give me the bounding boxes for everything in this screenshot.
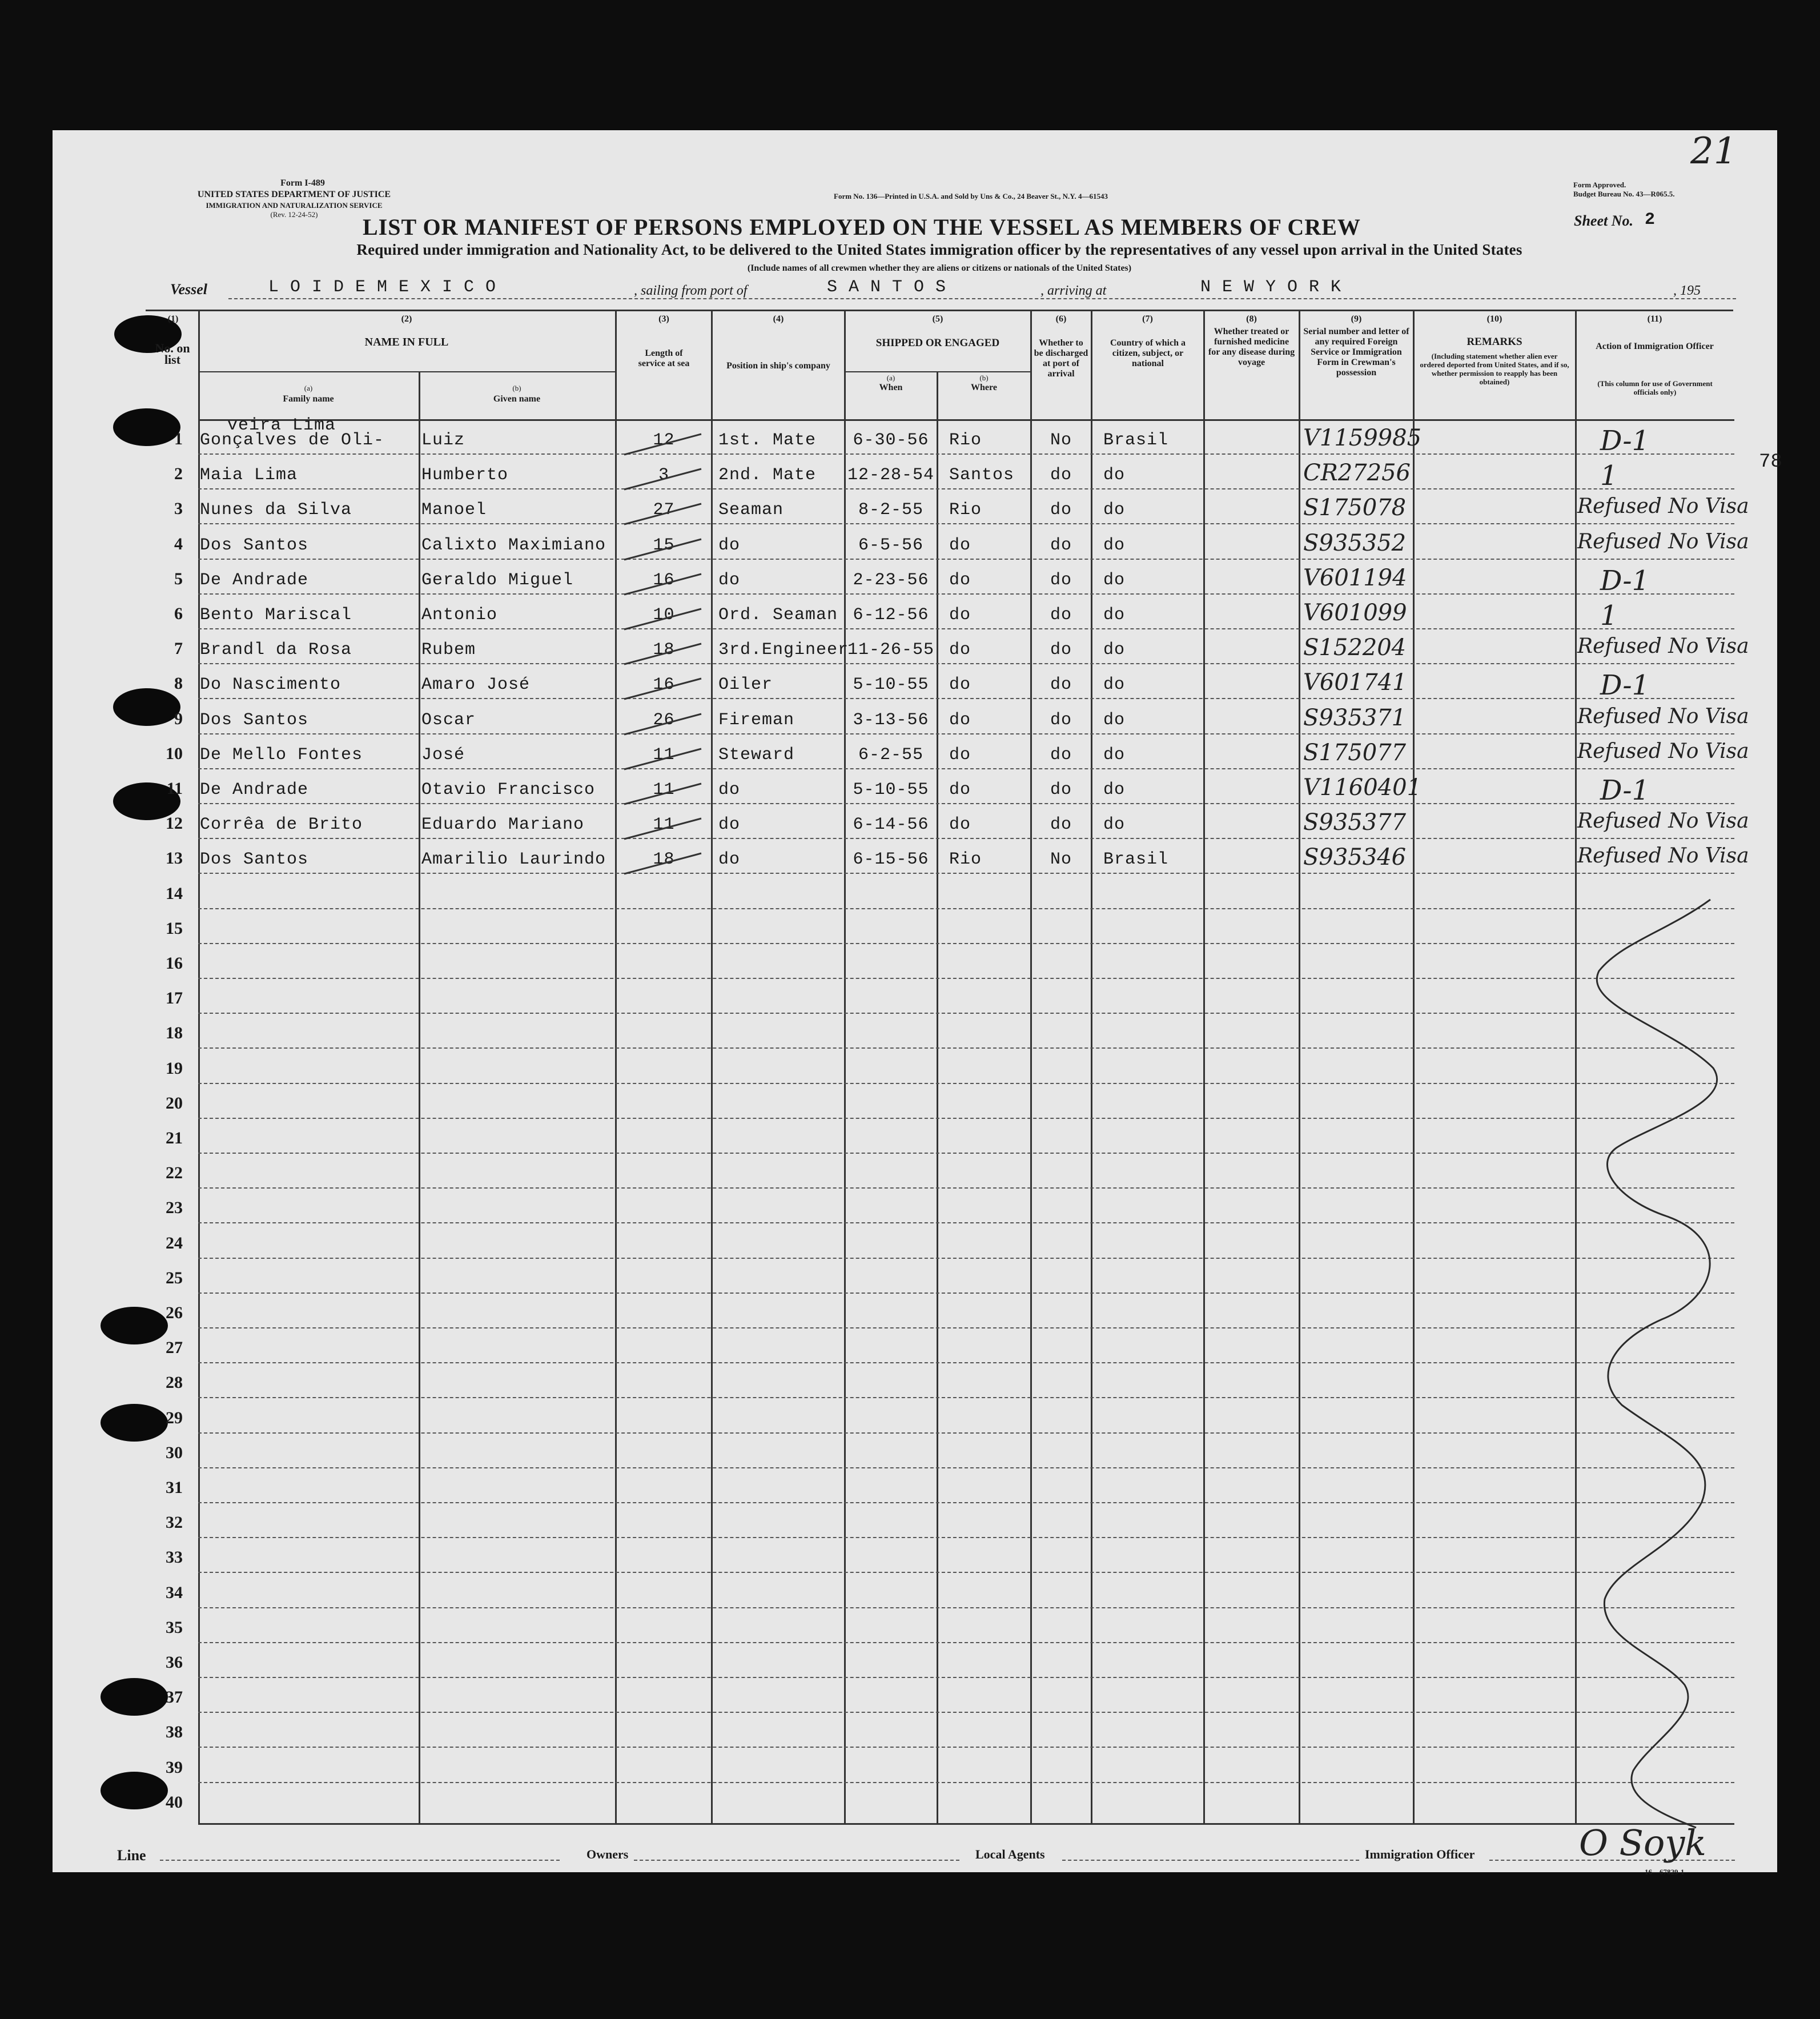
arriving-label: , arriving at [1040, 283, 1107, 298]
row-number: 38 [166, 1723, 183, 1742]
budget-number: Budget Bureau No. 43—R065.5. [1573, 190, 1675, 198]
officer-action: Refused No Visa [1577, 809, 1749, 833]
shipped-where: Rio [949, 431, 982, 450]
row-number: 14 [166, 884, 183, 903]
form-title: LIST OR MANIFEST OF PERSONS EMPLOYED ON THE VESSEL AS MEMBERS OF CREW [363, 214, 1361, 240]
col9-header: Serial number and letter of any required Foreign Service or Immigration Form in Crewman's possession [1303, 327, 1409, 378]
col-divider [937, 371, 938, 1823]
col5b-header: Where [971, 383, 997, 392]
row-rule [198, 1607, 1734, 1608]
ship-position: Steward [718, 745, 795, 765]
agents-rule [1062, 1860, 1359, 1861]
row-rule [198, 1153, 1734, 1154]
citizenship: do [1103, 640, 1126, 660]
discharge-status: do [1050, 500, 1072, 520]
ship-position: Oiler [718, 675, 773, 695]
col2a-header: Family name [283, 394, 334, 404]
citizenship: do [1103, 535, 1126, 555]
row-number: 16 [166, 954, 183, 973]
service-length: 15 [653, 535, 675, 555]
ship-position: Fireman [718, 710, 795, 730]
row-number: 13 [166, 849, 183, 868]
discharge-status: do [1050, 605, 1072, 625]
col-divider [1203, 310, 1205, 1823]
given-name: Antonio [421, 605, 498, 625]
row-number: 34 [166, 1583, 183, 1602]
row-rule [198, 1782, 1734, 1783]
citizenship: do [1103, 605, 1126, 625]
col-divider [1575, 310, 1577, 1823]
discharge-status: do [1050, 570, 1072, 590]
serial-number: S175077 [1303, 739, 1407, 766]
row-rule [198, 1047, 1734, 1049]
citizenship: do [1103, 465, 1126, 485]
shipped-when: 8-2-55 [858, 500, 924, 520]
row-number: 11 [166, 779, 183, 798]
col4-number: (4) [773, 314, 784, 324]
shipped-where: Rio [949, 850, 982, 870]
col5a-number: (a) [886, 374, 895, 382]
discharge-status: No [1050, 431, 1072, 450]
service-length: 27 [653, 500, 675, 520]
vessel-label: Vessel [170, 281, 207, 298]
col11-header: Action of Immigration Officer [1596, 342, 1714, 351]
page-number-handwritten: 21 [1690, 130, 1737, 172]
shipped-where: do [949, 780, 971, 800]
row-number: 27 [166, 1338, 183, 1358]
sheet-label: Sheet No. [1574, 212, 1633, 229]
officer-action: D-1 [1600, 564, 1650, 597]
row-rule [198, 1362, 1734, 1363]
row-rule [198, 1013, 1734, 1014]
row-rule [198, 1258, 1734, 1259]
family-name: Nunes da Silva [200, 500, 352, 520]
family-name: Do Nascimento [200, 675, 341, 695]
service-slash-mark [621, 465, 707, 494]
row-rule [198, 663, 1734, 664]
row-number: 32 [166, 1513, 183, 1532]
col2-number: (2) [401, 314, 412, 324]
col10-header: REMARKS [1467, 336, 1522, 348]
family-name: Corrêa de Brito [200, 815, 363, 835]
ship-position: Seaman [718, 500, 784, 520]
shipped-where: do [949, 605, 971, 625]
line-label: Line [117, 1847, 146, 1864]
row-rule [198, 838, 1734, 839]
row-number: 37 [166, 1688, 183, 1707]
col10-number: (10) [1486, 314, 1502, 324]
shipped-where: do [949, 675, 971, 695]
family-name: Dos Santos [200, 535, 309, 555]
col1-header: No. on list [155, 341, 190, 367]
family-name: Brandl da Rosa [200, 640, 352, 660]
shipped-when: 6-15-56 [853, 850, 929, 870]
citizenship: Brasil [1103, 431, 1169, 450]
ship-position: do [718, 535, 741, 555]
citizenship: do [1103, 745, 1126, 765]
citizenship: do [1103, 500, 1126, 520]
row-rule [198, 523, 1734, 524]
serial-number: S935346 [1303, 844, 1407, 871]
owners-rule [634, 1860, 959, 1861]
shipped-when: 6-5-56 [858, 535, 924, 555]
col-divider [711, 310, 713, 1823]
row-rule [198, 628, 1734, 629]
col11-number: (11) [1647, 314, 1662, 324]
row-rule [198, 1432, 1734, 1434]
row-number: 40 [166, 1792, 183, 1812]
row-number: 30 [166, 1443, 183, 1462]
family-name: De Andrade [200, 780, 309, 800]
shipped-where: do [949, 815, 971, 835]
revision-date: (Rev. 12-24-52) [270, 210, 318, 219]
col4-header: Position in ship's company [726, 361, 830, 371]
row-number: 12 [166, 814, 183, 833]
row-number: 39 [166, 1757, 183, 1777]
col3-header: Length of service at sea [638, 348, 690, 368]
sailing-label: , sailing from port of [634, 283, 748, 298]
service-length: 11 [653, 815, 675, 835]
serial-number: V601741 [1303, 669, 1407, 696]
shipped-when: 6-30-56 [853, 431, 929, 450]
line-rule [160, 1860, 560, 1861]
service-length: 16 [653, 570, 675, 590]
discharge-status: do [1050, 815, 1072, 835]
col5-header: SHIPPED OR ENGAGED [875, 337, 1000, 349]
officer-action: Refused No Visa [1577, 635, 1749, 659]
col10-note: (Including statement whether alien ever ordered deported from United States, and if so, whether permission to reapply has been obtained) [1420, 352, 1569, 386]
given-name: Rubem [421, 640, 476, 660]
service-length: 18 [653, 850, 675, 870]
family-name: De Andrade [200, 570, 309, 590]
year-label: , 195 [1673, 283, 1701, 298]
given-name: Amaro José [421, 675, 531, 695]
row-rule [198, 488, 1734, 489]
family-name-continuation: veira Lima [227, 416, 336, 435]
given-name: Calixto Maximiano [421, 535, 606, 555]
shipped-where: do [949, 710, 971, 730]
header-bottom-border [198, 419, 1734, 421]
row-number: 29 [166, 1408, 183, 1427]
shipped-when: 11-26-55 [847, 640, 935, 660]
row-number: 19 [166, 1058, 183, 1078]
form-code: 16—67829-1 [1645, 1868, 1685, 1876]
service-length: 16 [653, 675, 675, 695]
row-rule [198, 1467, 1734, 1468]
given-name: Luiz [421, 431, 465, 450]
given-name: Geraldo Miguel [421, 570, 574, 590]
service-length: 18 [653, 640, 675, 660]
vessel-name: L O I D E M E X I C O [268, 278, 497, 297]
discharge-status: do [1050, 465, 1072, 485]
col-divider [1299, 310, 1300, 1823]
officer-action: Refused No Visa [1577, 704, 1749, 728]
action-column-scribble [1582, 897, 1730, 1833]
serial-number: S935352 [1303, 529, 1407, 556]
row-rule [198, 768, 1734, 769]
col6-number: (6) [1055, 314, 1067, 324]
shipped-where: Rio [949, 500, 982, 520]
shipped-where: do [949, 745, 971, 765]
serial-number: CR27256 [1303, 460, 1411, 487]
discharge-status: do [1050, 780, 1072, 800]
row-rule [198, 943, 1734, 944]
service-slash-mark [621, 780, 707, 809]
service-slash-mark [621, 536, 707, 564]
family-name: Gonçalves de Oli- [200, 431, 385, 450]
sheet-number: 2 [1645, 210, 1656, 230]
service-slash-mark [621, 675, 707, 704]
serial-number: S935371 [1303, 704, 1407, 731]
discharge-status: do [1050, 640, 1072, 660]
row-rule [198, 1293, 1734, 1294]
form-subtitle: Required under immigration and Nationality Act, to be delivered to the United States immigration officer by the representatives of any vessel upon arrival in the United States [356, 241, 1522, 258]
shipped-when: 12-28-54 [847, 465, 935, 485]
officer-action: D-1 [1600, 425, 1650, 457]
citizenship: do [1103, 570, 1126, 590]
row-rule [198, 803, 1734, 804]
row-number: 25 [166, 1268, 183, 1287]
ship-position: do [718, 570, 741, 590]
row-rule [198, 1747, 1734, 1748]
col5-number: (5) [932, 314, 943, 324]
shipped-when: 6-14-56 [853, 815, 929, 835]
row-number: 7 [174, 639, 183, 659]
officer-signature: O Soyk [1579, 1822, 1706, 1864]
row-rule [198, 1642, 1734, 1643]
given-name: Manoel [421, 500, 487, 520]
row-number: 4 [174, 534, 183, 553]
citizenship: do [1103, 815, 1126, 835]
row-number: 21 [166, 1129, 183, 1147]
table-top-border [146, 310, 1733, 311]
col6-header: Whether to be discharged at port of arrival [1034, 338, 1088, 379]
row-number: 9 [174, 709, 183, 728]
margin-note: 78 [1759, 451, 1782, 473]
shipped-when: 5-10-55 [853, 780, 929, 800]
row-rule [198, 1327, 1734, 1328]
row-number: 31 [166, 1478, 183, 1497]
officer-action: D-1 [1600, 774, 1650, 806]
service-slash-mark [621, 745, 707, 774]
service-slash-mark [621, 605, 707, 634]
owners-label: Owners [586, 1847, 629, 1861]
col2a-number: (a) [304, 384, 313, 392]
family-name: De Mello Fontes [200, 745, 363, 765]
col5a-header: When [879, 383, 903, 392]
row-number: 28 [166, 1373, 183, 1392]
discharge-status: do [1050, 535, 1072, 555]
service-length: 12 [653, 431, 675, 450]
service-slash-mark [621, 571, 707, 599]
officer-action: Refused No Visa [1577, 495, 1749, 519]
shipped-when: 3-13-56 [853, 710, 929, 730]
department-name: UNITED STATES DEPARTMENT OF JUSTICE [197, 190, 391, 199]
family-name: Bento Mariscal [200, 605, 352, 625]
col2b-header: Given name [493, 394, 541, 404]
given-name: Humberto [421, 465, 509, 485]
col2-header: NAME IN FULL [364, 336, 449, 348]
printer-note: Form No. 136—Printed in U.S.A. and Sold by Uns & Co., 24 Beaver St., N.Y. 4—61543 [834, 192, 1108, 200]
form-number: Form I-489 [280, 178, 325, 188]
row-rule [198, 873, 1734, 874]
row-number: 8 [174, 674, 183, 693]
service-name: IMMIGRATION AND NATURALIZATION SERVICE [206, 201, 383, 210]
row-rule [198, 453, 1734, 455]
col-divider [1091, 310, 1092, 1823]
row-rule [198, 1118, 1734, 1119]
col2b-number: (b) [512, 384, 521, 392]
shipped-when: 5-10-55 [853, 675, 929, 695]
row-rule [198, 1502, 1734, 1503]
col11-note: (This column for use of Government officials only) [1597, 379, 1713, 396]
shipped-when: 2-23-56 [853, 570, 929, 590]
departure-port: S A N T O S [827, 278, 947, 297]
row-number: 23 [166, 1198, 183, 1218]
officer-action: D-1 [1600, 669, 1650, 702]
row-number: 15 [166, 918, 183, 938]
serial-number: S152204 [1303, 635, 1407, 661]
col8-header: Whether treated or furnished medicine for any disease during voyage [1208, 327, 1295, 367]
row-number: 22 [166, 1163, 183, 1183]
col8-number: (8) [1246, 314, 1257, 324]
service-length: 3 [658, 465, 669, 485]
officer-action: 1 [1600, 460, 1618, 492]
row-rule [198, 698, 1734, 699]
row-number: 24 [166, 1233, 183, 1253]
arrival-port: N E W Y O R K [1200, 278, 1342, 297]
shipped-where: do [949, 640, 971, 660]
service-length: 11 [653, 745, 675, 765]
service-slash-mark [621, 711, 707, 739]
name-split-rule [198, 371, 615, 372]
row-number: 6 [174, 604, 183, 623]
vessel-line-rule [228, 298, 1736, 299]
col-divider [419, 371, 420, 1823]
officer-label: Immigration Officer [1365, 1847, 1475, 1861]
form-approved: Form Approved. [1573, 180, 1626, 189]
row-number: 5 [174, 569, 183, 588]
citizenship: Brasil [1103, 850, 1169, 870]
row-number: 17 [166, 989, 183, 1008]
citizenship: do [1103, 710, 1126, 730]
row-number: 20 [166, 1093, 183, 1113]
row-rule [198, 733, 1734, 734]
serial-number: V1159985 [1303, 425, 1422, 451]
col7-number: (7) [1142, 314, 1153, 324]
officer-action: Refused No Visa [1577, 844, 1749, 868]
col1-number: (1) [167, 314, 179, 324]
shipped-when: 6-12-56 [853, 605, 929, 625]
row-rule [198, 978, 1734, 979]
ship-position: do [718, 780, 741, 800]
serial-number: V601099 [1303, 600, 1407, 626]
serial-number: S935377 [1303, 809, 1407, 836]
officer-action: 1 [1600, 600, 1618, 632]
given-name: Otavio Francisco [421, 780, 596, 800]
row-rule [198, 1397, 1734, 1398]
service-slash-mark [621, 500, 707, 529]
row-number: 10 [166, 744, 183, 763]
officer-action: Refused No Visa [1577, 739, 1749, 763]
row-number: 2 [174, 464, 183, 484]
discharge-status: do [1050, 675, 1072, 695]
row-rule [198, 1222, 1734, 1223]
row-rule [198, 1187, 1734, 1189]
ship-position: Ord. Seaman [718, 605, 838, 625]
shipped-when: 6-2-55 [858, 745, 924, 765]
given-name: José [421, 745, 465, 765]
ship-position: do [718, 815, 741, 835]
row-number: 36 [166, 1653, 183, 1672]
row-rule [198, 1083, 1734, 1084]
discharge-status: do [1050, 745, 1072, 765]
service-slash-mark [621, 431, 707, 459]
table-bottom-border [198, 1823, 1734, 1825]
given-name: Amarilio Laurindo [421, 850, 606, 870]
local-agents-label: Local Agents [975, 1847, 1045, 1861]
service-length: 11 [653, 780, 675, 800]
ship-position: 3rd.Engineer [718, 640, 849, 660]
given-name: Eduardo Mariano [421, 815, 585, 835]
row-number: 18 [166, 1023, 183, 1043]
row-rule [198, 1712, 1734, 1713]
row-rule [198, 908, 1734, 909]
service-slash-mark [621, 815, 707, 844]
serial-number: S175078 [1303, 495, 1407, 521]
row-number: 1 [174, 430, 183, 448]
shipped-where: do [949, 535, 971, 555]
serial-number: V1160401 [1303, 774, 1422, 801]
ship-position: do [718, 850, 741, 870]
form-note: (Include names of all crewmen whether they are aliens or citizens or nationals of the United States) [747, 263, 1132, 273]
col-divider [1413, 310, 1415, 1823]
col7-header: Country of which a citizen, subject, or national [1110, 338, 1186, 368]
service-length: 26 [653, 710, 675, 730]
family-name: Dos Santos [200, 710, 309, 730]
shipped-where: do [949, 570, 971, 590]
serial-number: V601194 [1303, 564, 1407, 591]
shipped-where: Santos [949, 465, 1015, 485]
col5b-number: (b) [979, 374, 989, 382]
row-number: 26 [166, 1303, 183, 1322]
family-name: Dos Santos [200, 850, 309, 870]
row-rule [198, 1677, 1734, 1678]
row-rule [198, 1572, 1734, 1573]
discharge-status: No [1050, 850, 1072, 870]
row-number: 33 [166, 1548, 183, 1567]
given-name: Oscar [421, 710, 476, 730]
ship-position: 1st. Mate [718, 431, 817, 450]
citizenship: do [1103, 675, 1126, 695]
row-number: 3 [174, 499, 183, 519]
row-rule [198, 559, 1734, 560]
row-number: 35 [166, 1617, 183, 1637]
citizenship: do [1103, 780, 1126, 800]
discharge-status: do [1050, 710, 1072, 730]
row-rule [198, 1537, 1734, 1538]
service-slash-mark [621, 640, 707, 669]
ship-position: 2nd. Mate [718, 465, 817, 485]
col9-number: (9) [1351, 314, 1362, 324]
col3-number: (3) [658, 314, 669, 324]
service-length: 10 [653, 605, 675, 625]
family-name: Maia Lima [200, 465, 298, 485]
officer-action: Refused No Visa [1577, 529, 1749, 553]
row-rule [198, 593, 1734, 595]
service-slash-mark [621, 850, 707, 878]
